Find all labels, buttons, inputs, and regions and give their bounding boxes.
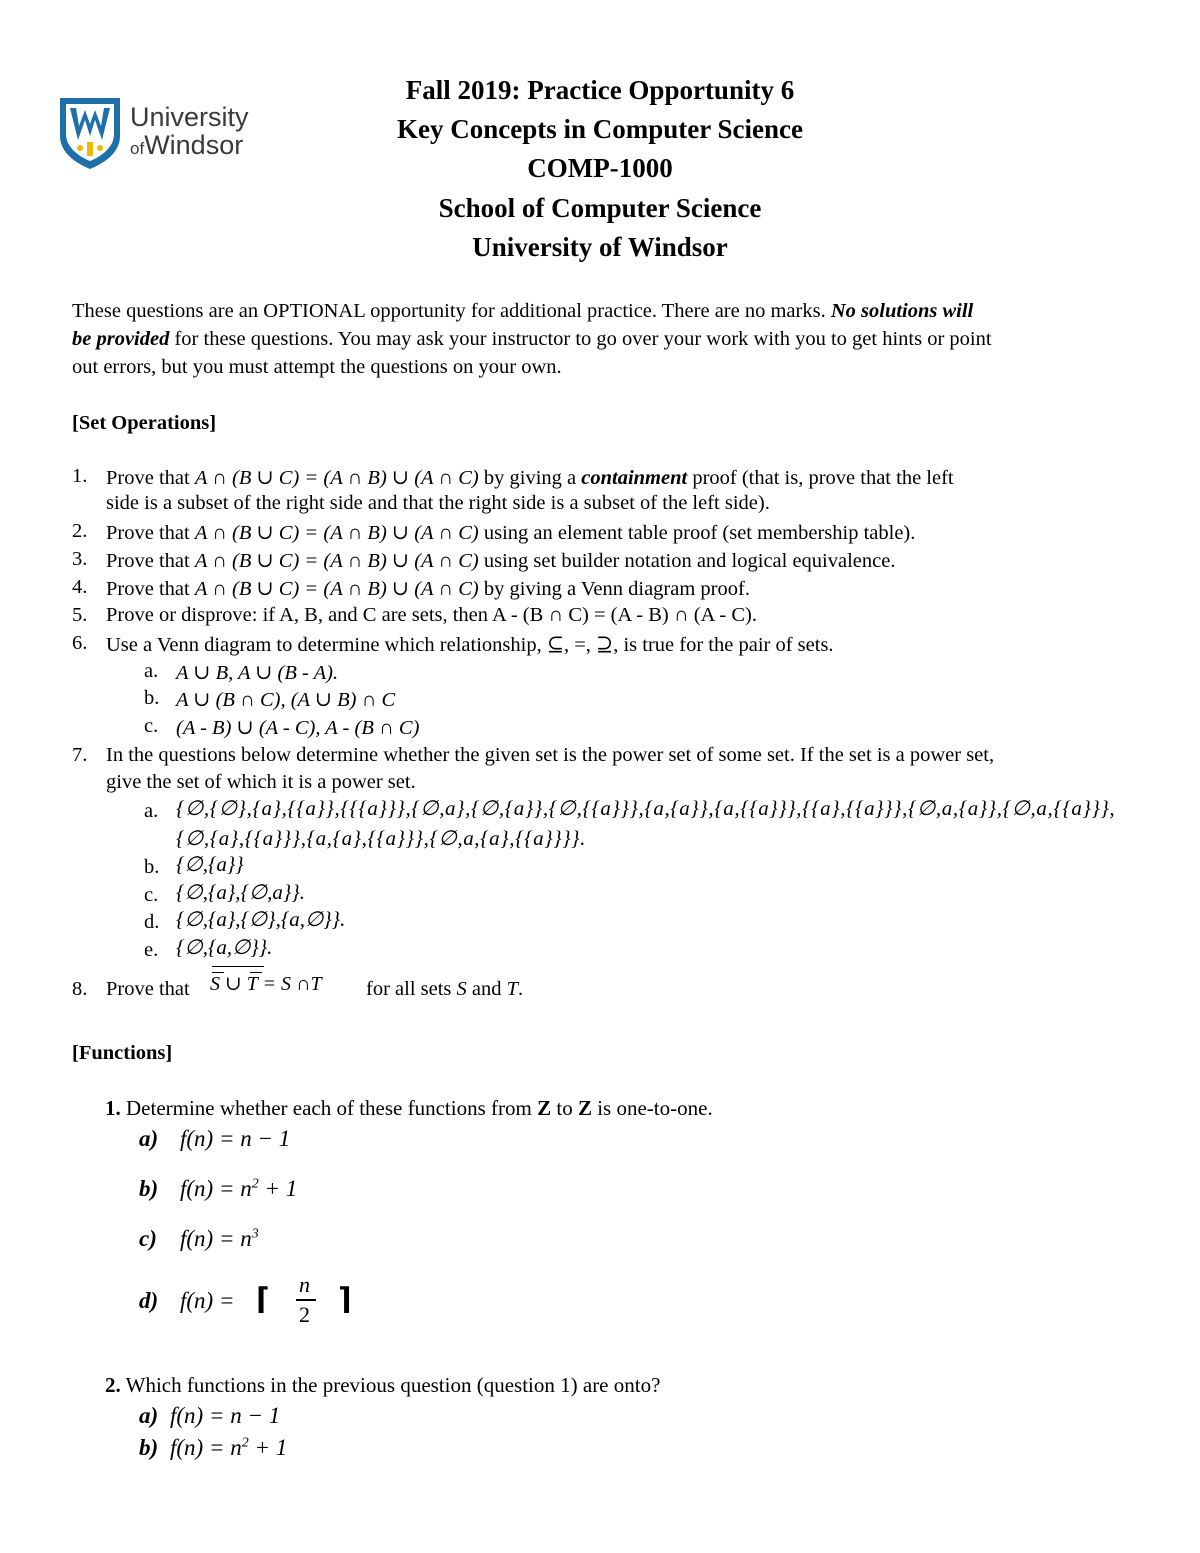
func-q1b-expr: [180, 1176, 297, 1202]
set-q4-expr: A ∩ (B ∪ C) = (A ∩ B) ∪ (A ∩ C): [194, 578, 479, 600]
func-q1-z2: Z: [577, 1096, 592, 1120]
complement-bar-s: [212, 972, 224, 973]
set-q6a-text: [176, 660, 338, 685]
set-q3-a: Prove that: [106, 550, 195, 572]
func-q2a-expr: f(n) = n − 1: [170, 1403, 281, 1428]
func-q1b-label: b): [139, 1176, 159, 1201]
header-line-5: University of Windsor: [472, 232, 728, 262]
func-q1c-label: c): [139, 1226, 157, 1251]
set-q4-number: 4.: [72, 576, 88, 598]
complement-bar-t: [250, 972, 262, 973]
set-q7b-text: [176, 852, 244, 877]
set-q7e-text: [176, 935, 272, 960]
functions-heading: [Functions]: [72, 1042, 173, 1064]
set-q2-a: Prove that: [106, 522, 195, 544]
intro-line-3: out errors, but you must attempt the questions on your own.: [72, 356, 562, 378]
func-q1d-expr-a: f(n) =: [180, 1288, 235, 1313]
intro-line-2: [72, 325, 992, 353]
set-q3-text: [106, 548, 895, 573]
set-q8-b: for all sets: [366, 978, 457, 1000]
set-q8-and: and: [466, 978, 507, 1000]
set-q7b-label: b.: [144, 856, 160, 878]
set-q1-number: 1.: [72, 465, 88, 487]
set-q6b-expr: A ∪ (B ∩ C), (A ∪ B) ∩ C: [176, 689, 396, 711]
set-q6c-text: [176, 715, 419, 740]
header-line-4: School of Computer Science: [438, 193, 762, 223]
func-q1-number: 1.: [105, 1096, 121, 1120]
func-q2a-label: a): [139, 1403, 159, 1428]
set-q6c-expr: (A - B) ∪ (A - C), A - (B ∩ C): [176, 717, 420, 739]
func-q2b-label: b): [139, 1435, 159, 1460]
set-q4-a: Prove that: [106, 578, 195, 600]
ceil-right: ⌉: [338, 1282, 352, 1317]
university-logo: [58, 96, 258, 170]
func-q2b-expr: [170, 1435, 287, 1461]
set-q7a-text-line2: [176, 826, 586, 851]
func-q2-number: 2.: [105, 1373, 121, 1397]
fraction-bar: [296, 1299, 316, 1301]
func-q1c-sup: 3: [251, 1226, 259, 1242]
func-q1b-expr-a: f(n) = n: [180, 1176, 252, 1201]
set-q2-number: 2.: [72, 520, 88, 542]
set-q6b-label: b.: [144, 687, 160, 709]
set-q2-text: [106, 520, 915, 545]
set-q7c-text: [176, 880, 305, 905]
set-q7c-expr: {∅,{a},{∅,a}}.: [176, 880, 305, 904]
logo-text-of: of: [130, 139, 145, 158]
func-q1d-label: d): [139, 1288, 159, 1313]
set-q6c-label: c.: [144, 715, 159, 737]
set-q1-a: Prove that: [106, 467, 195, 489]
set-q6a-expr: A ∪ B, A ∪ (B - A).: [176, 662, 339, 684]
set-q5-text: Prove or disprove: if A, B, and C are sets, then A - (B ∩ C) = (A - B) ∩ (A - C).: [106, 604, 757, 626]
fraction-denominator: 2: [299, 1302, 310, 1327]
set-q2-b: using an element table proof (set membership table).: [478, 522, 916, 544]
set-q1-c: proof (that is, prove that the left: [687, 467, 954, 489]
set-q4-text: [106, 576, 750, 601]
logo-text-windsor-word: Windsor: [144, 130, 244, 160]
set-q7d-expr: {∅,{a},{∅},{a,∅}}.: [176, 907, 346, 931]
set-q8-t: T: [506, 978, 519, 1000]
set-q6-number: 6.: [72, 632, 88, 654]
func-q1a-label: a): [139, 1126, 159, 1151]
university-shield-icon: [58, 96, 122, 170]
set-q2-expr: A ∩ (B ∪ C) = (A ∩ B) ∪ (A ∩ C): [194, 522, 479, 544]
set-q3-number: 3.: [72, 548, 88, 570]
set-q5-number: 5.: [72, 604, 88, 626]
set-q8-s: S: [456, 978, 467, 1000]
set-q8-number: 8.: [72, 978, 88, 1000]
set-q7c-label: c.: [144, 884, 159, 906]
set-q7a-expr-2: {∅,{a},{{a}}},{a,{a},{{a}}},{∅,a,{a},{{a}}}}.: [176, 826, 587, 850]
func-q2-text: [105, 1373, 660, 1398]
intro-text-2: for these questions. You may ask your instructor to go over your work with you to get hints or point: [169, 328, 992, 350]
set-q7d-label: d.: [144, 911, 160, 933]
intro-line-1: [72, 297, 973, 325]
set-q7-text: In the questions below determine whether the given set is the power set of some set. If the set is a power set,: [106, 744, 995, 766]
func-q2b-sup: 2: [241, 1435, 249, 1451]
logo-text-windsor: [130, 130, 243, 161]
set-q1-line2: side is a subset of the right side and that the right side is a subset of the left side).: [106, 492, 770, 514]
set-q1-emph: containment: [581, 467, 688, 489]
header-line-1: Fall 2019: Practice Opportunity 6: [405, 75, 795, 105]
set-q4-b: by giving a Venn diagram proof.: [478, 578, 750, 600]
set-q8-prefix: Prove that: [106, 978, 190, 1000]
set-q7-line2: give the set of which it is a power set.: [106, 771, 416, 793]
func-q1-text: [105, 1096, 713, 1121]
func-q1-b: to: [551, 1096, 578, 1120]
func-q1b-expr-b: + 1: [258, 1176, 298, 1201]
ceil-left: ⌈: [256, 1282, 270, 1317]
set-q7a-expr: {∅,{∅},{a},{{a}},{{{a}}},{∅,a},{∅,{a}},{∅,{{a}}},{a,{a}},{a,{{a}}},{{a},{{a}}},{∅,a,{a}},{∅,a,{{a}}},: [176, 796, 1116, 820]
header-line-2: Key Concepts in Computer Science: [397, 114, 803, 144]
set-q6-text: Use a Venn diagram to determine which relationship, ⊆, =, ⊇, is true for the pair of sets.: [106, 634, 834, 656]
intro-emphasis-2: be provided: [72, 328, 170, 350]
complement-bar-overall: [212, 966, 264, 967]
set-q7d-text: [176, 907, 345, 932]
set-q8-expr-text: S ∪ T = S ∩T: [210, 973, 322, 995]
func-q2b-expr-b: + 1: [248, 1435, 288, 1460]
set-q6a-label: a.: [144, 660, 159, 682]
set-q7e-expr: {∅,{a,∅}}.: [176, 935, 273, 959]
set-operations-heading: [Set Operations]: [72, 412, 217, 434]
func-q1c-expr: [180, 1226, 259, 1252]
func-q2b-expr-a: f(n) = n: [170, 1435, 242, 1460]
func-q1b-sup: 2: [251, 1176, 259, 1192]
set-q6b-text: [176, 687, 395, 712]
set-q7-number: 7.: [72, 744, 88, 766]
set-q1-b: by giving a: [478, 467, 582, 489]
set-q7e-label: e.: [144, 939, 159, 961]
func-q1c-expr-a: f(n) = n: [180, 1226, 252, 1251]
set-q7b-expr: {∅,{a}}: [176, 852, 244, 876]
logo-text-university: University: [130, 102, 249, 132]
set-q1-text: [106, 465, 954, 490]
set-q8-period: .: [518, 978, 524, 1000]
func-q1a-expr: f(n) = n − 1: [180, 1126, 291, 1151]
set-q3-b: using set builder notation and logical equivalence.: [478, 550, 896, 572]
intro-text: These questions are an OPTIONAL opportunity for additional practice. There are no marks.: [72, 300, 831, 322]
set-q8-expr: [210, 971, 322, 996]
intro-emphasis: No solutions will: [830, 300, 974, 322]
func-q1-z1: Z: [537, 1096, 552, 1120]
set-q3-expr: A ∩ (B ∪ C) = (A ∩ B) ∪ (A ∩ C): [194, 550, 479, 572]
set-q1-expr: A ∩ (B ∪ C) = (A ∩ B) ∪ (A ∩ C): [194, 467, 479, 489]
set-q7a-label: a.: [144, 800, 159, 822]
fraction-numerator: n: [299, 1272, 310, 1297]
func-q1-a: Determine whether each of these functions from: [120, 1096, 538, 1120]
func-q2-question: Which functions in the previous question (question 1) are onto?: [120, 1373, 661, 1397]
func-q1-c: is one-to-one.: [591, 1096, 713, 1120]
set-q7a-text: [176, 796, 1115, 821]
set-q8-suffix: [366, 978, 523, 1001]
header-line-3: COMP-1000: [527, 153, 673, 183]
